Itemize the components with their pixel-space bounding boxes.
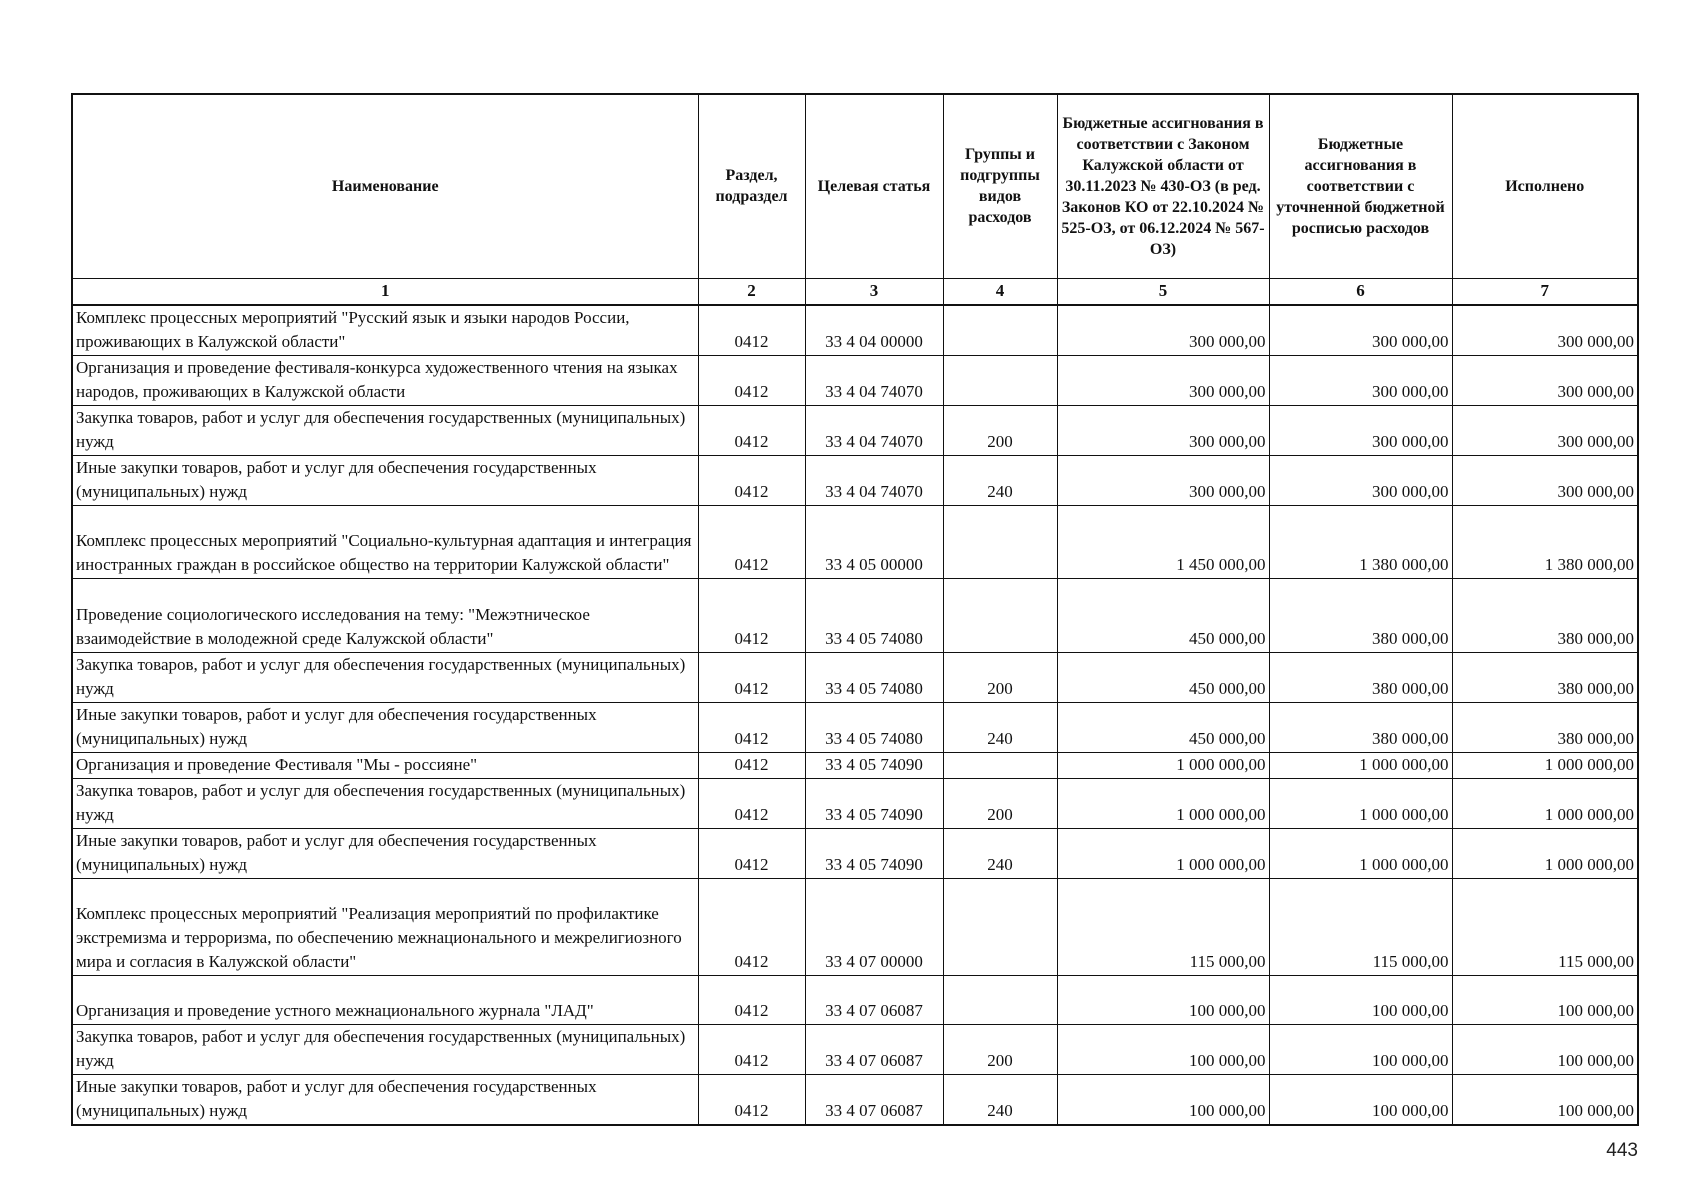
- column-number-row: [72, 279, 1638, 306]
- page-number: 443: [1606, 1140, 1638, 1161]
- row-plan-amount: 100 000,00: [1269, 1025, 1452, 1075]
- row-law-amount: 1 000 000,00: [1057, 753, 1269, 779]
- budget-table: [71, 93, 1639, 1126]
- row-name: Организация и проведение Фестиваля "Мы - россияне": [72, 753, 698, 779]
- row-target-article: 33 4 07 06087: [805, 976, 943, 1025]
- row-plan-amount: 1 000 000,00: [1269, 753, 1452, 779]
- header-name: Наименование: [72, 94, 698, 279]
- row-law-amount: 300 000,00: [1057, 406, 1269, 456]
- row-section: 0412: [698, 506, 805, 579]
- table-row: [72, 879, 1638, 976]
- row-plan-amount: 300 000,00: [1269, 456, 1452, 506]
- row-expense-group: [943, 753, 1057, 779]
- table-row: [72, 1025, 1638, 1075]
- row-name: Организация и проведение устного межнационального журнала "ЛАД": [72, 976, 698, 1025]
- row-section: 0412: [698, 976, 805, 1025]
- row-name: Организация и проведение фестиваля-конкурса художественного чтения на языках народов, проживающих в Калужской области: [72, 356, 698, 406]
- row-target-article: 33 4 04 74070: [805, 406, 943, 456]
- row-plan-amount: 1 380 000,00: [1269, 506, 1452, 579]
- row-plan-amount: 1 000 000,00: [1269, 779, 1452, 829]
- row-target-article: 33 4 05 74090: [805, 779, 943, 829]
- row-section: 0412: [698, 829, 805, 879]
- row-section: 0412: [698, 703, 805, 753]
- column-number: 1: [72, 279, 698, 306]
- column-number: 7: [1452, 279, 1638, 306]
- row-expense-group: [943, 579, 1057, 653]
- header-section: Раздел, подраздел: [698, 94, 805, 279]
- table-row: [72, 1075, 1638, 1126]
- row-executed-amount: 115 000,00: [1452, 879, 1638, 976]
- header-executed: Исполнено: [1452, 94, 1638, 279]
- row-executed-amount: 1 000 000,00: [1452, 753, 1638, 779]
- row-target-article: 33 4 04 74070: [805, 356, 943, 406]
- row-section: 0412: [698, 879, 805, 976]
- row-target-article: 33 4 05 74080: [805, 579, 943, 653]
- row-expense-group: [943, 356, 1057, 406]
- row-law-amount: 450 000,00: [1057, 653, 1269, 703]
- row-plan-amount: 100 000,00: [1269, 976, 1452, 1025]
- row-section: 0412: [698, 456, 805, 506]
- budget-document: [71, 93, 1637, 1126]
- row-section: 0412: [698, 1025, 805, 1075]
- row-law-amount: 100 000,00: [1057, 1025, 1269, 1075]
- row-expense-group: 200: [943, 406, 1057, 456]
- row-name: Комплекс процессных мероприятий "Реализация мероприятий по профилактике экстремизма и терроризма, по обеспечению межнационального и межрелигиозного мира и согласия в Калужской области": [72, 879, 698, 976]
- row-law-amount: 1 450 000,00: [1057, 506, 1269, 579]
- row-name: Комплекс процессных мероприятий "Социально-культурная адаптация и интеграция иностранных граждан в российское общество на территории Калужской области": [72, 506, 698, 579]
- row-name: Иные закупки товаров, работ и услуг для обеспечения государственных (муниципальных) нужд: [72, 829, 698, 879]
- table-header-row: [72, 94, 1638, 279]
- row-target-article: 33 4 04 00000: [805, 305, 943, 356]
- table-row: [72, 829, 1638, 879]
- header-target-article: Целевая статья: [805, 94, 943, 279]
- table-row: [72, 356, 1638, 406]
- row-expense-group: [943, 879, 1057, 976]
- row-plan-amount: 300 000,00: [1269, 406, 1452, 456]
- row-target-article: 33 4 07 06087: [805, 1025, 943, 1075]
- table-row: [72, 976, 1638, 1025]
- row-name: Проведение социологического исследования на тему: "Межэтническое взаимодействие в молодежной среде Калужской области": [72, 579, 698, 653]
- row-executed-amount: 1 000 000,00: [1452, 779, 1638, 829]
- row-plan-amount: 380 000,00: [1269, 579, 1452, 653]
- row-expense-group: 200: [943, 1025, 1057, 1075]
- row-target-article: 33 4 05 74090: [805, 753, 943, 779]
- header-law-allocations: Бюджетные ассигнования в соответствии с Законом Калужской области от 30.11.2023 № 430-ОЗ (в ред. Законов КО от 22.10.2024 № 525-ОЗ, от 06.12.2024 № 567-ОЗ): [1057, 94, 1269, 279]
- row-expense-group: 240: [943, 829, 1057, 879]
- row-expense-group: 240: [943, 456, 1057, 506]
- row-section: 0412: [698, 579, 805, 653]
- row-law-amount: 450 000,00: [1057, 703, 1269, 753]
- row-plan-amount: 100 000,00: [1269, 1075, 1452, 1126]
- row-expense-group: 200: [943, 779, 1057, 829]
- row-expense-group: [943, 506, 1057, 579]
- row-law-amount: 300 000,00: [1057, 356, 1269, 406]
- row-law-amount: 100 000,00: [1057, 976, 1269, 1025]
- row-section: 0412: [698, 356, 805, 406]
- row-expense-group: [943, 305, 1057, 356]
- row-section: 0412: [698, 1075, 805, 1126]
- row-law-amount: 115 000,00: [1057, 879, 1269, 976]
- row-plan-amount: 380 000,00: [1269, 703, 1452, 753]
- row-executed-amount: 100 000,00: [1452, 976, 1638, 1025]
- row-plan-amount: 300 000,00: [1269, 356, 1452, 406]
- row-target-article: 33 4 04 74070: [805, 456, 943, 506]
- table-row: [72, 456, 1638, 506]
- row-executed-amount: 1 380 000,00: [1452, 506, 1638, 579]
- row-name: Закупка товаров, работ и услуг для обеспечения государственных (муниципальных) нужд: [72, 653, 698, 703]
- row-law-amount: 1 000 000,00: [1057, 779, 1269, 829]
- row-executed-amount: 300 000,00: [1452, 456, 1638, 506]
- row-plan-amount: 300 000,00: [1269, 305, 1452, 356]
- table-row: [72, 579, 1638, 653]
- row-target-article: 33 4 05 74080: [805, 703, 943, 753]
- table-row: [72, 506, 1638, 579]
- row-target-article: 33 4 07 00000: [805, 879, 943, 976]
- row-section: 0412: [698, 753, 805, 779]
- row-section: 0412: [698, 653, 805, 703]
- row-name: Комплекс процессных мероприятий "Русский язык и языки народов России, проживающих в Калужской области": [72, 305, 698, 356]
- row-name: Иные закупки товаров, работ и услуг для обеспечения государственных (муниципальных) нужд: [72, 703, 698, 753]
- row-plan-amount: 115 000,00: [1269, 879, 1452, 976]
- row-law-amount: 100 000,00: [1057, 1075, 1269, 1126]
- row-target-article: 33 4 05 00000: [805, 506, 943, 579]
- row-expense-group: [943, 976, 1057, 1025]
- row-section: 0412: [698, 406, 805, 456]
- row-executed-amount: 1 000 000,00: [1452, 829, 1638, 879]
- row-executed-amount: 100 000,00: [1452, 1075, 1638, 1126]
- row-executed-amount: 380 000,00: [1452, 703, 1638, 753]
- row-expense-group: 200: [943, 653, 1057, 703]
- row-executed-amount: 380 000,00: [1452, 653, 1638, 703]
- row-executed-amount: 100 000,00: [1452, 1025, 1638, 1075]
- row-name: Закупка товаров, работ и услуг для обеспечения государственных (муниципальных) нужд: [72, 779, 698, 829]
- row-plan-amount: 380 000,00: [1269, 653, 1452, 703]
- row-section: 0412: [698, 305, 805, 356]
- row-law-amount: 450 000,00: [1057, 579, 1269, 653]
- row-executed-amount: 300 000,00: [1452, 356, 1638, 406]
- row-name: Закупка товаров, работ и услуг для обеспечения государственных (муниципальных) нужд: [72, 1025, 698, 1075]
- row-name: Иные закупки товаров, работ и услуг для обеспечения государственных (муниципальных) нужд: [72, 456, 698, 506]
- row-target-article: 33 4 07 06087: [805, 1075, 943, 1126]
- row-executed-amount: 300 000,00: [1452, 406, 1638, 456]
- table-row: [72, 406, 1638, 456]
- row-name: Закупка товаров, работ и услуг для обеспечения государственных (муниципальных) нужд: [72, 406, 698, 456]
- row-law-amount: 1 000 000,00: [1057, 829, 1269, 879]
- row-target-article: 33 4 05 74090: [805, 829, 943, 879]
- row-name: Иные закупки товаров, работ и услуг для обеспечения государственных (муниципальных) нужд: [72, 1075, 698, 1126]
- row-executed-amount: 380 000,00: [1452, 579, 1638, 653]
- table-row: [72, 779, 1638, 829]
- row-law-amount: 300 000,00: [1057, 456, 1269, 506]
- column-number: 2: [698, 279, 805, 306]
- table-row: [72, 653, 1638, 703]
- column-number: 3: [805, 279, 943, 306]
- column-number: 5: [1057, 279, 1269, 306]
- column-number: 6: [1269, 279, 1452, 306]
- row-plan-amount: 1 000 000,00: [1269, 829, 1452, 879]
- column-number: 4: [943, 279, 1057, 306]
- row-expense-group: 240: [943, 1075, 1057, 1126]
- row-expense-group: 240: [943, 703, 1057, 753]
- row-section: 0412: [698, 779, 805, 829]
- table-row: [72, 703, 1638, 753]
- table-row: [72, 753, 1638, 779]
- header-expense-group: Группы и подгруппы видов расходов: [943, 94, 1057, 279]
- row-law-amount: 300 000,00: [1057, 305, 1269, 356]
- header-plan-allocations: Бюджетные ассигнования в соответствии с уточненной бюджетной росписью расходов: [1269, 94, 1452, 279]
- row-target-article: 33 4 05 74080: [805, 653, 943, 703]
- row-executed-amount: 300 000,00: [1452, 305, 1638, 356]
- table-row: [72, 305, 1638, 356]
